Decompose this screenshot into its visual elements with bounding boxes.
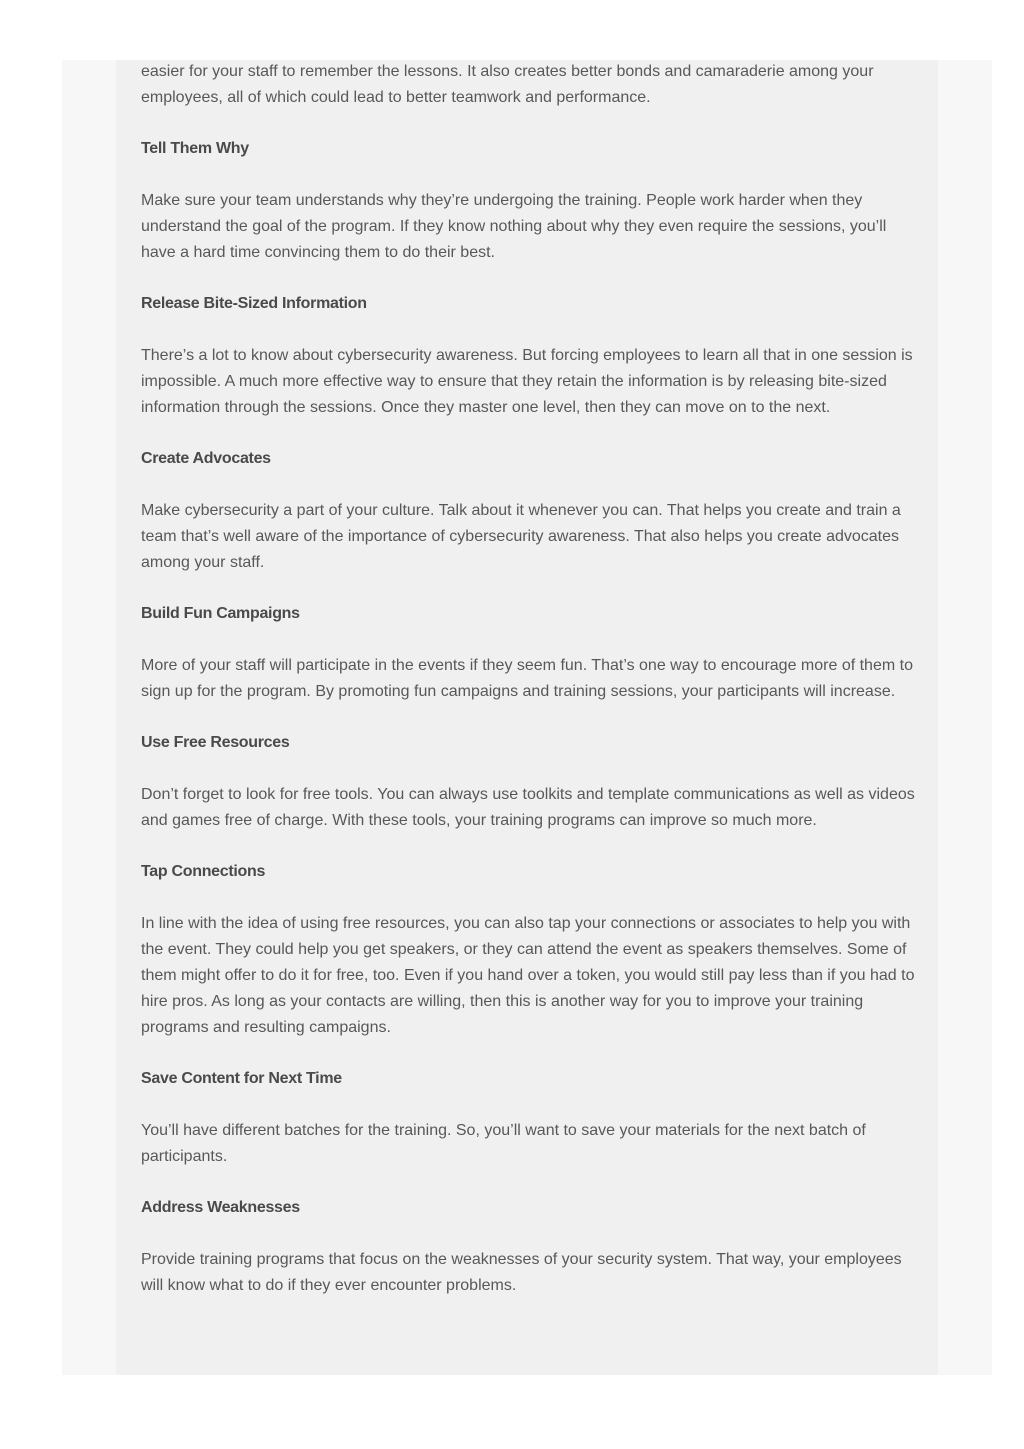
- section-paragraph: Don’t forget to look for free tools. You can always use toolkits and template communications as well as videos and games free of charge. With these tools, your training programs can improve so much more.: [141, 786, 915, 829]
- section-heading: Create Advocates: [141, 450, 271, 467]
- article-body: [141, 59, 916, 1299]
- section-build-fun-campaigns: [141, 601, 916, 705]
- section-paragraph: More of your staff will participate in the events if they seem fun. That’s one way to encourage more of them to sign up for the program. By promoting fun campaigns and training sessions, your participants will increase.: [141, 657, 913, 700]
- section-paragraph: You’ll have different batches for the training. So, you’ll want to save your materials for the next batch of participants.: [141, 1122, 866, 1165]
- section-paragraph: There’s a lot to know about cybersecurity awareness. But forcing employees to learn all that in one session is impossible. A much more effective way to ensure that they retain the information is by releasing bite-sized information through the sessions. Once they master one level, then they can move on to the next.: [141, 347, 913, 416]
- section-heading: Tap Connections: [141, 863, 266, 880]
- section-heading: Use Free Resources: [141, 734, 290, 751]
- section-heading: Release Bite-Sized Information: [141, 295, 367, 312]
- section-save-content-for-next-time: [141, 1066, 916, 1170]
- section-heading: Build Fun Campaigns: [141, 605, 300, 622]
- section-paragraph: Make sure your team understands why they’re undergoing the training. People work harder when they understand the goal of the program. If they know nothing about why they even require the sessions, you’ll have a hard time convincing them to do their best.: [141, 192, 887, 261]
- section-tap-connections: [141, 859, 916, 1041]
- intro-paragraph: easier for your staff to remember the lessons. It also creates better bonds and camaraderie among your employees, all of which could lead to better teamwork and performance.: [141, 63, 874, 106]
- section-use-free-resources: [141, 730, 916, 834]
- section-address-weaknesses: [141, 1195, 916, 1299]
- section-release-bite-sized-information: [141, 291, 916, 421]
- section-paragraph: Make cybersecurity a part of your culture. Talk about it whenever you can. That helps you create and train a team that’s well aware of the importance of cybersecurity awareness. That also helps you create advocates among your staff.: [141, 502, 901, 571]
- section-heading: Address Weaknesses: [141, 1199, 300, 1216]
- section-heading: Tell Them Why: [141, 140, 249, 157]
- section-tell-them-why: [141, 136, 916, 266]
- section-paragraph: In line with the idea of using free resources, you can also tap your connections or associates to help you with the event. They could help you get speakers, or they can attend the event as speakers themselves. Some of them might offer to do it for free, too. Even if you hand over a token, you would still pay less than if you had to hire pros. As long as your contacts are willing, then this is another way for you to improve your training programs and resulting campaigns.: [141, 915, 915, 1036]
- section-create-advocates: [141, 446, 916, 576]
- section-heading: Save Content for Next Time: [141, 1070, 342, 1087]
- section-paragraph: Provide training programs that focus on the weaknesses of your security system. That way, your employees will know what to do if they ever encounter problems.: [141, 1251, 902, 1294]
